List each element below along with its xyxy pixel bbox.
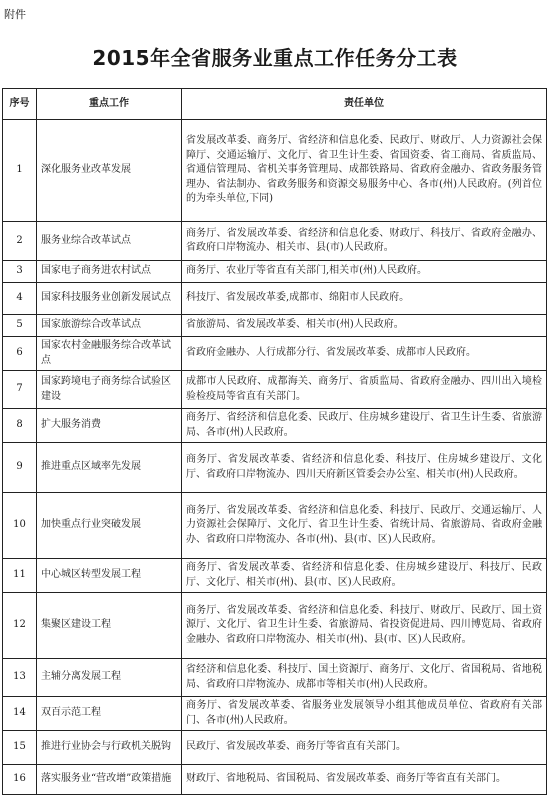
- table-row: [3, 493, 547, 559]
- row-number: 2: [3, 222, 37, 261]
- table-row: [3, 559, 547, 593]
- row-number: 1: [3, 120, 37, 222]
- row-units: 商务厅、省经济和信息化委、民政厅、住房城乡建设厅、省卫生计生委、省旅游局、各市(州)人民政府。: [182, 409, 547, 443]
- table-row: [3, 222, 547, 261]
- task-table: [2, 88, 547, 795]
- row-number: 5: [3, 315, 37, 337]
- row-units: 商务厅、省发展改革委、省经济和信息化委、住房城乡建设厅、科技厅、民政厅、文化厅、相关市(州)、县(市、区)人民政府。: [182, 559, 547, 593]
- row-task: 加快重点行业突破发展: [37, 493, 182, 559]
- row-number: 13: [3, 659, 37, 697]
- header-task: 重点工作: [37, 89, 182, 120]
- row-units: 省发展改革委、商务厅、省经济和信息化委、民政厅、财政厅、人力资源社会保障厅、交通运输厅、文化厅、省卫生计生委、省国资委、省工商局、省质监局、省通信管理局、省机关事务管理局、成都铁路局、省政府金融办、省政务服务管理办、省法制办、省政务服务和资源交易服务中心、各市(州)人民政府。(列首位的为牵头单位,下同): [182, 120, 547, 222]
- row-task: 国家电子商务进农村试点: [37, 261, 182, 283]
- row-task: 推进重点区域率先发展: [37, 443, 182, 493]
- attachment-label: 附件: [4, 8, 26, 21]
- row-number: 10: [3, 493, 37, 559]
- row-task: 集聚区建设工程: [37, 593, 182, 659]
- table-row: [3, 120, 547, 222]
- row-units: 省经济和信息化委、科技厅、国土资源厅、商务厅、文化厅、省国税局、省地税局、省政府口岸物流办、成都市等相关市(州)人民政府。: [182, 659, 547, 697]
- row-units: 商务厅、省发展改革委、省服务业发展领导小组其他成员单位、省政府有关部门、各市(州)人民政府。: [182, 697, 547, 731]
- table-row: [3, 409, 547, 443]
- row-task: 双百示范工程: [37, 697, 182, 731]
- row-number: 7: [3, 371, 37, 409]
- row-number: 11: [3, 559, 37, 593]
- row-number: 6: [3, 337, 37, 371]
- table-row: [3, 315, 547, 337]
- header-no: 序号: [3, 89, 37, 120]
- row-number: 14: [3, 697, 37, 731]
- row-units: 成都市人民政府、成都海关、商务厅、省质监局、省政府金融办、四川出入境检验检疫局等省直有关部门。: [182, 371, 547, 409]
- row-number: 15: [3, 731, 37, 765]
- row-task: 深化服务业改革发展: [37, 120, 182, 222]
- row-task: 扩大服务消费: [37, 409, 182, 443]
- row-units: 省政府金融办、人行成都分行、省发展改革委、成都市人民政府。: [182, 337, 547, 371]
- row-number: 9: [3, 443, 37, 493]
- row-number: 12: [3, 593, 37, 659]
- table-row: [3, 283, 547, 315]
- table-row: [3, 261, 547, 283]
- table-row: [3, 337, 547, 371]
- row-units: 商务厅、省发展改革委、省经济和信息化委、科技厅、住房城乡建设厅、文化厅、省政府口岸物流办、四川天府新区管委会办公室、相关市(州)人民政府。: [182, 443, 547, 493]
- row-units: 民政厅、省发展改革委、商务厅等省直有关部门。: [182, 731, 547, 765]
- row-task: 中心城区转型发展工程: [37, 559, 182, 593]
- table-row: [3, 697, 547, 731]
- row-task: 服务业综合改革试点: [37, 222, 182, 261]
- row-task: 国家跨境电子商务综合试验区建设: [37, 371, 182, 409]
- row-number: 8: [3, 409, 37, 443]
- row-task: 国家科技服务业创新发展试点: [37, 283, 182, 315]
- table-row: [3, 593, 547, 659]
- row-task: 主辅分离发展工程: [37, 659, 182, 697]
- table-body: [3, 120, 547, 795]
- header-units: 责任单位: [182, 89, 547, 120]
- table-row: [3, 659, 547, 697]
- row-task: 落实服务业“营改增”政策措施: [37, 765, 182, 795]
- table-row: [3, 443, 547, 493]
- page-title: 2015年全省服务业重点工作任务分工表: [92, 46, 458, 70]
- row-units: 商务厅、省发展改革委、省经济和信息化委、财政厅、科技厅、省政府金融办、省政府口岸物流办、相关市、县(市)人民政府。: [182, 222, 547, 261]
- table-row: [3, 371, 547, 409]
- row-units: 省旅游局、省发展改革委、相关市(州)人民政府。: [182, 315, 547, 337]
- table-header-row: [3, 89, 547, 120]
- row-units: 科技厅、省发展改革委,成都市、绵阳市人民政府。: [182, 283, 547, 315]
- row-units: 财政厅、省地税局、省国税局、省发展改革委、商务厅等省直有关部门。: [182, 765, 547, 795]
- row-units: 商务厅、农业厅等省直有关部门,相关市(州)人民政府。: [182, 261, 547, 283]
- table-row: [3, 731, 547, 765]
- table-row: [3, 765, 547, 795]
- row-units: 商务厅、省发展改革委、省经济和信息化委、科技厅、财政厅、民政厅、国土资源厅、文化厅、省卫生计生委、省旅游局、省投资促进局、四川博览局、省政府金融办、省政府口岸物流办、相关市(州)、县(市、区)人民政府。: [182, 593, 547, 659]
- row-task: 推进行业协会与行政机关脱钩: [37, 731, 182, 765]
- row-units: 商务厅、省发展改革委、省经济和信息化委、科技厅、民政厅、交通运输厅、人力资源社会保障厅、文化厅、省卫生计生委、省统计局、省旅游局、省政府金融办、省政府口岸物流办、各市(州)、县(市、区)人民政府。: [182, 493, 547, 559]
- row-task: 国家农村金融服务综合改革试点: [37, 337, 182, 371]
- row-number: 4: [3, 283, 37, 315]
- row-number: 3: [3, 261, 37, 283]
- row-task: 国家旅游综合改革试点: [37, 315, 182, 337]
- row-number: 16: [3, 765, 37, 795]
